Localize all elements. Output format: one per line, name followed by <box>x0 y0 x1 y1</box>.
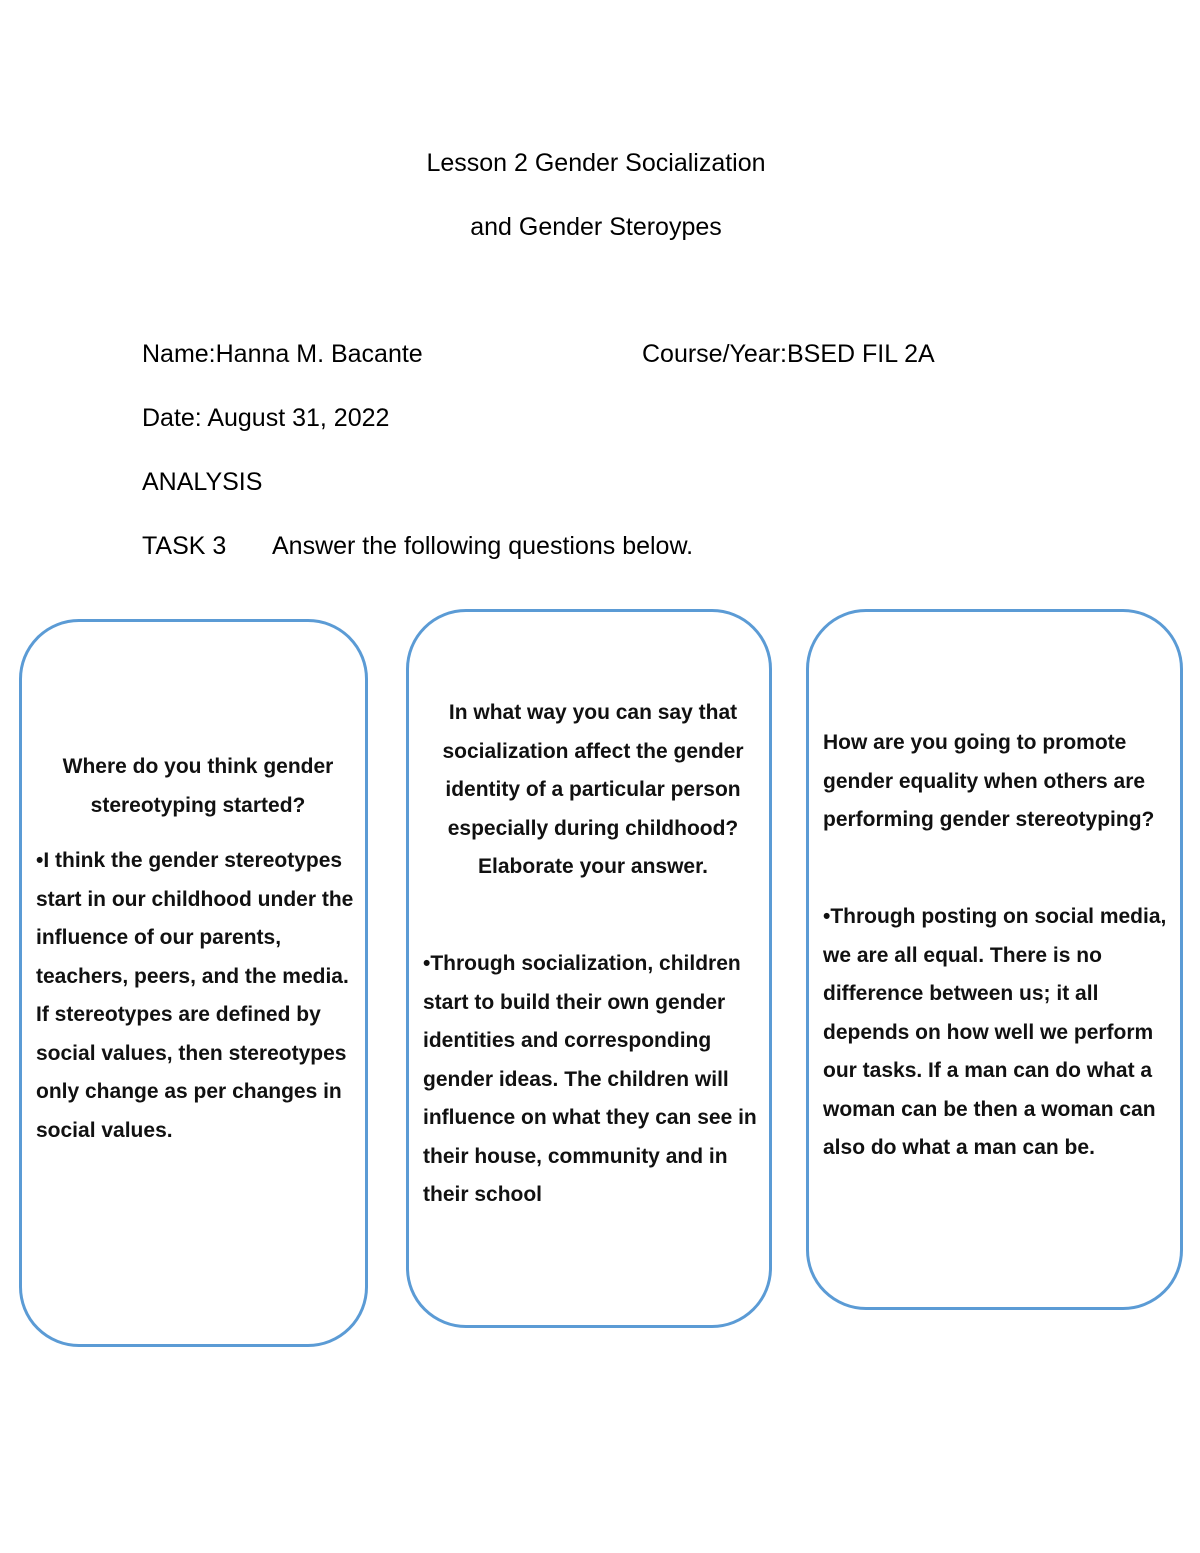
document-title-line-2: and Gender Steroypes <box>470 213 722 241</box>
question-card-2 <box>406 609 772 1328</box>
section-heading: ANALYSIS <box>142 468 263 496</box>
card-question: How are you going to promote gender equality when others are performing gender stereotyping? <box>823 731 1155 831</box>
task-line <box>142 531 693 561</box>
date-line: Date: August 31, 2022 <box>142 404 390 432</box>
card-question: In what way you can say that socialization affect the gender identity of a particular person especially during childhood? Elaborate your answer. <box>442 701 744 878</box>
task-label: TASK 3 <box>142 532 227 560</box>
card-question: Where do you think gender stereotyping started? <box>62 755 334 817</box>
student-name: Name:Hanna M. Bacante <box>142 340 423 368</box>
course-year: Course/Year:BSED FIL 2A <box>642 340 935 368</box>
card-answer: •Through socialization, children start to build their own gender identities and corresponding gender ideas. The children will influence on what they can see in their house, community and in their school <box>423 952 757 1206</box>
question-card-1 <box>19 619 368 1347</box>
card-answer: •I think the gender stereotypes start in our childhood under the influence of our parents, teachers, peers, and the media. If stereotypes are defined by social values, then stereotypes only change as per changes in social values. <box>36 849 354 1142</box>
document-title-line-1: Lesson 2 Gender Socialization <box>426 149 766 177</box>
question-card-3 <box>806 609 1183 1310</box>
task-instruction: Answer the following questions below. <box>272 532 694 560</box>
card-answer: •Through posting on social media, we are all equal. There is no difference between us; it all depends on how well we perform our tasks. If a man can do what a woman can be then a woman can also do what a man can be. <box>823 905 1167 1159</box>
